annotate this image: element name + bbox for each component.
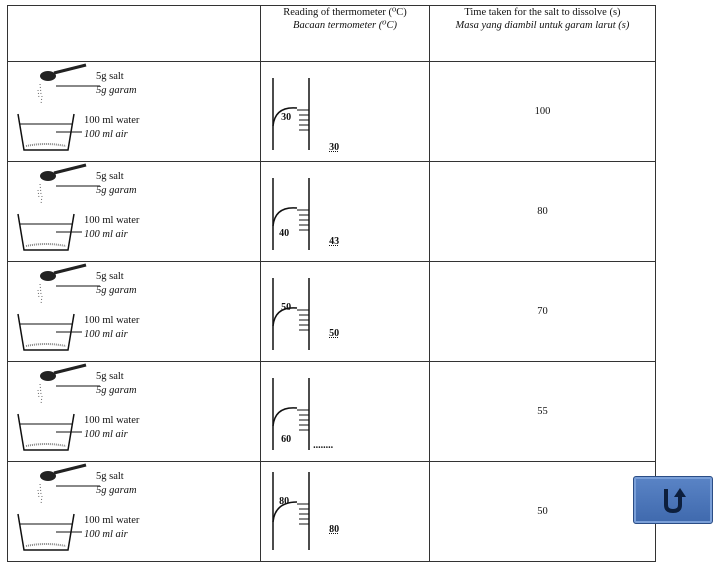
label-salt-ms: 5g garam [96,485,137,496]
thermometer-scale-drawing [261,162,361,256]
scale-mark: 50 [281,302,292,313]
thermometer-cell [261,462,430,562]
setup-cell [8,162,261,262]
experiment-table [7,5,656,562]
setup-cell [8,262,261,362]
label-water-en: 100 ml water [84,515,140,526]
time-value: 100 [534,106,551,117]
thermometer-cell [261,162,430,262]
table-row [8,362,656,462]
reading-answer: ........ [313,440,334,451]
label-salt-en: 5g salt [96,371,124,382]
header-setup [8,6,261,62]
header-time [429,6,655,62]
time-value: 70 [537,306,548,317]
label-salt-ms: 5g garam [96,385,137,396]
time-cell [429,162,655,262]
thermometer-scale-drawing [261,462,361,556]
worksheet [7,5,707,541]
scale-mark: 40 [279,228,290,239]
label-water-ms: 100 ml air [84,129,128,140]
label-salt-ms: 5g garam [96,285,137,296]
label-water-ms: 100 ml air [84,429,128,440]
time-cell [429,362,655,462]
thermometer-cell [261,262,430,362]
label-water-en: 100 ml water [84,215,140,226]
table-row [8,262,656,362]
time-cell [429,262,655,362]
header-reading-ms: Bacaan termometer (⁰C) [293,20,397,31]
scale-mark: 30 [281,112,292,123]
label-salt-en: 5g salt [96,71,124,82]
label-water-ms: 100 ml air [84,229,128,240]
thermometer-scale-drawing [261,262,361,356]
beaker-spoon-drawing [8,62,158,156]
thermometer-scale-drawing [261,362,361,456]
header-time-en: Time taken for the salt to dissolve (s) [464,7,621,18]
beaker-spoon-drawing [8,362,158,456]
table-row [8,62,656,162]
label-salt-en: 5g salt [96,271,124,282]
beaker-spoon-drawing [8,162,158,256]
reading-answer: 80 [329,524,340,535]
reading-answer: 30 [329,142,340,153]
setup-cell [8,62,261,162]
time-value: 55 [537,406,548,417]
label-salt-ms: 5g garam [96,85,137,96]
label-water-en: 100 ml water [84,115,140,126]
beaker-spoon-drawing [8,462,158,556]
header-reading [261,6,430,62]
thermometer-scale-drawing [261,62,361,156]
header-time-ms: Masa yang diambil untuk garam larut (s) [455,20,630,31]
label-water-en: 100 ml water [84,415,140,426]
setup-cell [8,362,261,462]
reading-answer: 43 [329,236,340,247]
label-water-en: 100 ml water [84,315,140,326]
back-button[interactable] [633,476,713,524]
u-turn-arrow-icon [658,485,688,515]
thermometer-cell [261,62,430,162]
setup-cell [8,462,261,562]
table-row [8,162,656,262]
label-salt-en: 5g salt [96,471,124,482]
label-salt-ms: 5g garam [96,185,137,196]
label-salt-en: 5g salt [96,171,124,182]
label-water-ms: 100 ml air [84,329,128,340]
label-water-ms: 100 ml air [84,529,128,540]
time-value: 80 [537,206,548,217]
beaker-spoon-drawing [8,262,158,356]
table-row [8,462,656,562]
time-cell [429,62,655,162]
thermometer-cell [261,362,430,462]
reading-answer: 50 [329,328,340,339]
time-cell [429,462,655,562]
time-value: 50 [537,506,548,517]
scale-mark: 60 [281,434,292,445]
header-reading-en: Reading of thermometer (⁰C) [283,7,407,18]
scale-mark: 80 [279,496,290,507]
